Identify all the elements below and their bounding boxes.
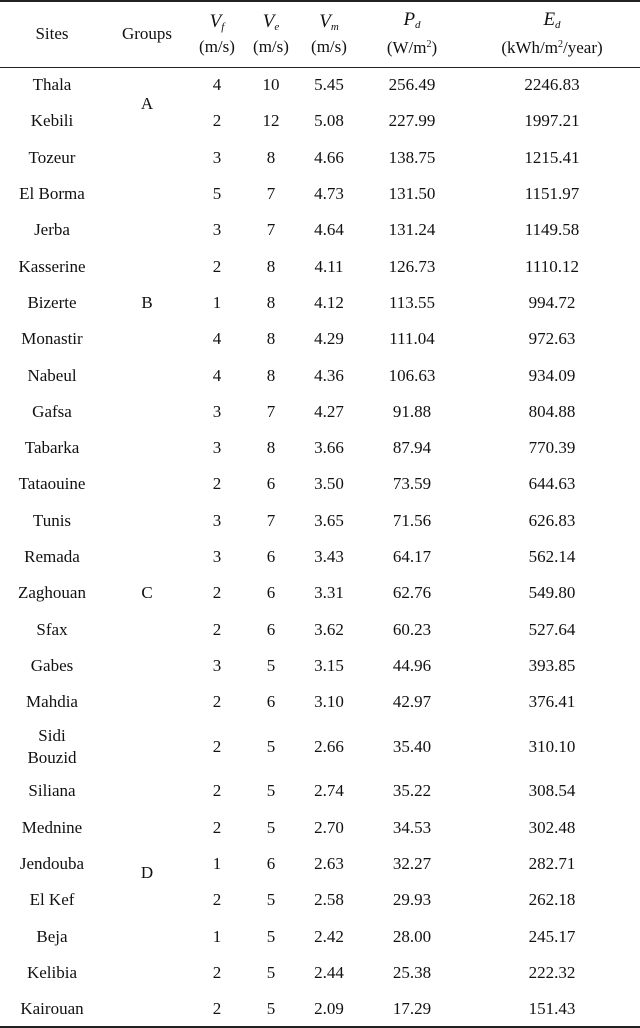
vm-cell: 5.08 bbox=[314, 111, 344, 131]
vf-cell: 3 bbox=[212, 547, 222, 566]
pd-cell: 87.94 bbox=[392, 438, 432, 458]
ve-cell: 6 bbox=[266, 692, 276, 712]
table-row bbox=[0, 321, 640, 357]
ed-cell: 527.64 bbox=[528, 619, 576, 639]
ve-cell: 5 bbox=[266, 736, 276, 756]
pd-cell: 91.88 bbox=[392, 401, 432, 421]
vf-cell: 4 bbox=[212, 75, 222, 95]
ed-cell: 262.18 bbox=[528, 890, 576, 910]
ve-cell: 6 bbox=[266, 619, 276, 639]
ve-cell: 7 bbox=[266, 401, 276, 421]
ed-cell: 222.32 bbox=[528, 962, 576, 982]
site-cell: Beja bbox=[36, 926, 68, 946]
vm-cell: 4.66 bbox=[314, 147, 344, 167]
vf-unit: (m/s) bbox=[199, 36, 235, 56]
ed-cell: 1215.41 bbox=[524, 147, 580, 167]
pd-cell: 35.40 bbox=[392, 736, 432, 756]
site-cell: Nabeul bbox=[27, 365, 77, 385]
pd-cell: 227.99 bbox=[388, 111, 436, 131]
vf-cell: 2 bbox=[212, 619, 222, 639]
vf-cell: 2 bbox=[212, 962, 222, 982]
vf-cell: 2 bbox=[212, 256, 222, 276]
vf-cell: 3 bbox=[212, 401, 222, 421]
table-row bbox=[0, 503, 640, 539]
vm-cell: 3.65 bbox=[314, 510, 344, 530]
vf-symbol: $V_f$ bbox=[209, 10, 225, 33]
table-row bbox=[0, 430, 640, 466]
pd-cell: 28.00 bbox=[392, 926, 432, 946]
table-row bbox=[0, 882, 640, 918]
vm-cell: 2.66 bbox=[314, 736, 344, 756]
vf-cell: 2 bbox=[212, 998, 222, 1018]
table-row bbox=[0, 103, 640, 139]
header-vf bbox=[190, 1, 244, 67]
table-row bbox=[0, 575, 640, 611]
pd-cell: 62.76 bbox=[392, 583, 432, 603]
ed-cell: 245.17 bbox=[528, 926, 576, 946]
vf-cell: 1 bbox=[212, 926, 222, 946]
ed-cell: 1151.97 bbox=[524, 184, 580, 204]
table-row bbox=[0, 684, 640, 720]
vm-cell: 4.64 bbox=[314, 220, 344, 240]
vf-cell: 3 bbox=[212, 147, 222, 167]
site-cell: Thala bbox=[32, 75, 72, 95]
vm-cell: 3.66 bbox=[314, 438, 344, 458]
table-row bbox=[0, 846, 640, 882]
site-cell: Bizerte bbox=[27, 292, 77, 312]
ed-cell: 1149.58 bbox=[524, 220, 580, 240]
site-cell bbox=[0, 720, 104, 773]
vm-cell: 2.44 bbox=[314, 962, 344, 982]
ed-cell: 308.54 bbox=[528, 781, 576, 801]
vf-cell: 3 bbox=[212, 510, 222, 530]
table-row bbox=[0, 919, 640, 955]
table-row bbox=[0, 140, 640, 176]
ed-cell: 972.63 bbox=[528, 329, 576, 349]
header-pd bbox=[360, 1, 464, 67]
ve-unit: (m/s) bbox=[253, 36, 289, 56]
site-cell: Kasserine bbox=[18, 256, 86, 276]
pd-unit: $(W/m^2)$ bbox=[386, 38, 438, 58]
ed-unit: $(kWh/m^2/year)$ bbox=[501, 38, 603, 58]
vm-unit: (m/s) bbox=[311, 36, 347, 56]
ve-symbol: $V_e$ bbox=[262, 10, 280, 33]
ve-cell: 5 bbox=[266, 817, 276, 837]
site-cell: Tozeur bbox=[28, 147, 76, 167]
pd-cell: 113.55 bbox=[388, 292, 436, 312]
ed-cell: 310.10 bbox=[528, 736, 576, 756]
vf-cell: 3 bbox=[212, 655, 222, 675]
pd-cell: 17.29 bbox=[392, 998, 432, 1018]
vf-cell: 3 bbox=[212, 438, 222, 458]
pd-cell: 131.24 bbox=[388, 220, 436, 240]
ve-cell: 8 bbox=[266, 365, 276, 385]
vf-cell: 2 bbox=[212, 736, 222, 756]
table-row bbox=[0, 176, 640, 212]
site-cell: Jerba bbox=[34, 220, 70, 240]
header-sites bbox=[0, 1, 104, 67]
ed-cell: 770.39 bbox=[528, 438, 576, 458]
header-sites-label: Sites bbox=[35, 24, 69, 44]
ve-cell: 7 bbox=[266, 184, 276, 204]
ve-cell: 7 bbox=[266, 510, 276, 530]
site-cell: Jendouba bbox=[19, 854, 85, 874]
ve-cell: 6 bbox=[266, 474, 276, 494]
ed-cell: 626.83 bbox=[528, 510, 576, 530]
vf-cell: 3 bbox=[212, 220, 222, 240]
site-cell: El Kef bbox=[29, 890, 75, 910]
ed-cell: 302.48 bbox=[528, 817, 576, 837]
ve-cell: 8 bbox=[266, 256, 276, 276]
ve-cell: 6 bbox=[266, 854, 276, 874]
ve-cell: 12 bbox=[262, 111, 280, 131]
vf-cell: 4 bbox=[212, 329, 222, 349]
vm-cell: 3.15 bbox=[314, 655, 344, 675]
site-cell: Siliana bbox=[28, 781, 76, 801]
header-vm bbox=[298, 1, 360, 67]
vf-cell: 2 bbox=[212, 111, 222, 131]
header-ve bbox=[244, 1, 298, 67]
site-cell: Sfax bbox=[36, 619, 68, 639]
ve-cell: 5 bbox=[266, 781, 276, 801]
site-cell: Mahdia bbox=[26, 692, 78, 712]
ve-cell: 5 bbox=[266, 890, 276, 910]
vm-cell: 2.70 bbox=[314, 817, 344, 837]
site-cell: Tabarka bbox=[24, 438, 80, 458]
table-row bbox=[0, 357, 640, 393]
header-row bbox=[0, 1, 640, 67]
pd-cell: 29.93 bbox=[392, 890, 432, 910]
pd-cell: 60.23 bbox=[392, 619, 432, 639]
table-row bbox=[0, 991, 640, 1027]
ed-cell: 2246.83 bbox=[524, 75, 580, 95]
table-row bbox=[0, 394, 640, 430]
pd-cell: 106.63 bbox=[388, 365, 436, 385]
table-row bbox=[0, 648, 640, 684]
ed-cell: 562.14 bbox=[528, 547, 576, 566]
ve-cell: 6 bbox=[266, 547, 276, 566]
vf-cell: 5 bbox=[212, 184, 222, 204]
table-row bbox=[0, 466, 640, 502]
header-groups-label: Groups bbox=[121, 24, 173, 44]
pd-cell: 34.53 bbox=[392, 817, 432, 837]
header-ed bbox=[464, 1, 640, 67]
ed-cell: 393.85 bbox=[528, 655, 576, 675]
header-groups bbox=[104, 1, 190, 67]
ed-cell: 804.88 bbox=[528, 401, 576, 421]
ed-cell: 1110.12 bbox=[525, 256, 579, 276]
vm-cell: 2.63 bbox=[314, 854, 344, 874]
vm-cell: 4.11 bbox=[314, 256, 344, 276]
pd-cell: 42.97 bbox=[392, 692, 432, 712]
site-cell: Mednine bbox=[21, 817, 83, 837]
vm-cell: 4.73 bbox=[314, 184, 344, 204]
ed-cell: 151.43 bbox=[528, 998, 576, 1018]
ve-cell: 5 bbox=[266, 962, 276, 982]
site-cell: Remada bbox=[24, 547, 80, 566]
pd-cell: 126.73 bbox=[388, 256, 436, 276]
ve-cell: 8 bbox=[266, 438, 276, 458]
site-line1: Sidi bbox=[38, 725, 66, 745]
table-row bbox=[0, 955, 640, 991]
vm-cell: 2.09 bbox=[314, 998, 344, 1018]
vm-cell: 4.27 bbox=[314, 401, 344, 421]
vm-cell: 3.10 bbox=[314, 692, 344, 712]
table-row bbox=[0, 720, 640, 773]
vf-cell: 2 bbox=[212, 817, 222, 837]
vm-cell: 4.12 bbox=[314, 292, 344, 312]
ve-cell: 8 bbox=[266, 292, 276, 312]
group-cell-b: B bbox=[141, 292, 153, 312]
ed-cell: 934.09 bbox=[528, 365, 576, 385]
ed-cell: 282.71 bbox=[528, 854, 576, 874]
site-line2: Bouzid bbox=[27, 747, 77, 767]
pd-cell: 44.96 bbox=[392, 655, 432, 675]
site-cell: Zaghouan bbox=[18, 583, 86, 603]
vm-cell: 4.36 bbox=[314, 365, 344, 385]
ve-cell: 8 bbox=[266, 329, 276, 349]
ve-cell: 5 bbox=[266, 926, 276, 946]
table-row bbox=[0, 539, 640, 575]
table-row bbox=[0, 611, 640, 647]
pd-cell: 64.17 bbox=[392, 547, 432, 566]
pd-symbol: $P_d$ bbox=[403, 9, 421, 32]
vf-cell: 2 bbox=[212, 692, 222, 712]
table-row bbox=[0, 67, 640, 103]
table-header bbox=[0, 1, 640, 67]
site-cell: Tunis bbox=[32, 510, 72, 530]
vf-cell: 2 bbox=[212, 583, 222, 603]
group-cell-c: C bbox=[141, 583, 153, 603]
ed-cell: 644.63 bbox=[528, 474, 576, 494]
vf-cell: 2 bbox=[212, 474, 222, 494]
vm-cell: 3.31 bbox=[314, 583, 344, 603]
site-cell: Kairouan bbox=[20, 998, 84, 1018]
ve-cell: 5 bbox=[266, 655, 276, 675]
vf-cell: 2 bbox=[212, 890, 222, 910]
table-row bbox=[0, 212, 640, 248]
site-cell: Gafsa bbox=[32, 401, 72, 421]
vm-cell: 3.50 bbox=[314, 474, 344, 494]
vm-cell: 4.29 bbox=[314, 329, 344, 349]
vm-cell: 2.58 bbox=[314, 890, 344, 910]
ed-symbol: $E_d$ bbox=[543, 9, 561, 32]
group-cell-a: A bbox=[140, 93, 154, 113]
ed-cell: 994.72 bbox=[528, 292, 576, 312]
vm-cell: 5.45 bbox=[314, 75, 344, 95]
table-row bbox=[0, 248, 640, 284]
vm-cell: 2.42 bbox=[314, 926, 344, 946]
pd-cell: 111.04 bbox=[389, 329, 435, 349]
ve-cell: 5 bbox=[266, 998, 276, 1018]
site-cell: Tataouine bbox=[18, 474, 86, 494]
site-cell: Kebili bbox=[30, 111, 74, 131]
ve-cell: 7 bbox=[266, 220, 276, 240]
ed-cell: 549.80 bbox=[528, 583, 576, 603]
pd-cell: 256.49 bbox=[388, 75, 436, 95]
vm-cell: 2.74 bbox=[314, 781, 344, 801]
table-body bbox=[0, 67, 640, 1027]
ve-cell: 8 bbox=[266, 147, 276, 167]
vf-cell: 1 bbox=[212, 292, 222, 312]
site-cell: Gabes bbox=[30, 655, 74, 675]
pd-cell: 32.27 bbox=[392, 854, 432, 874]
ve-cell: 10 bbox=[262, 75, 280, 95]
group-cell-d: D bbox=[140, 863, 154, 883]
table-row bbox=[0, 285, 640, 321]
ve-cell: 6 bbox=[266, 583, 276, 603]
vf-cell: 4 bbox=[212, 365, 222, 385]
site-cell: Monastir bbox=[21, 329, 83, 349]
ed-cell: 1997.21 bbox=[524, 111, 580, 131]
vm-cell: 3.62 bbox=[314, 619, 344, 639]
pd-cell: 25.38 bbox=[392, 962, 432, 982]
vf-cell: 2 bbox=[212, 781, 222, 801]
site-cell: El Borma bbox=[19, 184, 85, 204]
table-row bbox=[0, 773, 640, 809]
site-cell: Kelibia bbox=[26, 962, 78, 982]
pd-cell: 73.59 bbox=[392, 474, 432, 494]
pd-cell: 71.56 bbox=[392, 510, 432, 530]
ed-cell: 376.41 bbox=[528, 692, 576, 712]
pd-cell: 131.50 bbox=[388, 184, 436, 204]
vm-cell: 3.43 bbox=[314, 547, 344, 566]
pd-cell: 35.22 bbox=[392, 781, 432, 801]
vf-cell: 1 bbox=[212, 854, 222, 874]
pd-cell: 138.75 bbox=[388, 147, 436, 167]
table-row bbox=[0, 810, 640, 846]
vm-symbol: $V_m$ bbox=[319, 10, 339, 33]
